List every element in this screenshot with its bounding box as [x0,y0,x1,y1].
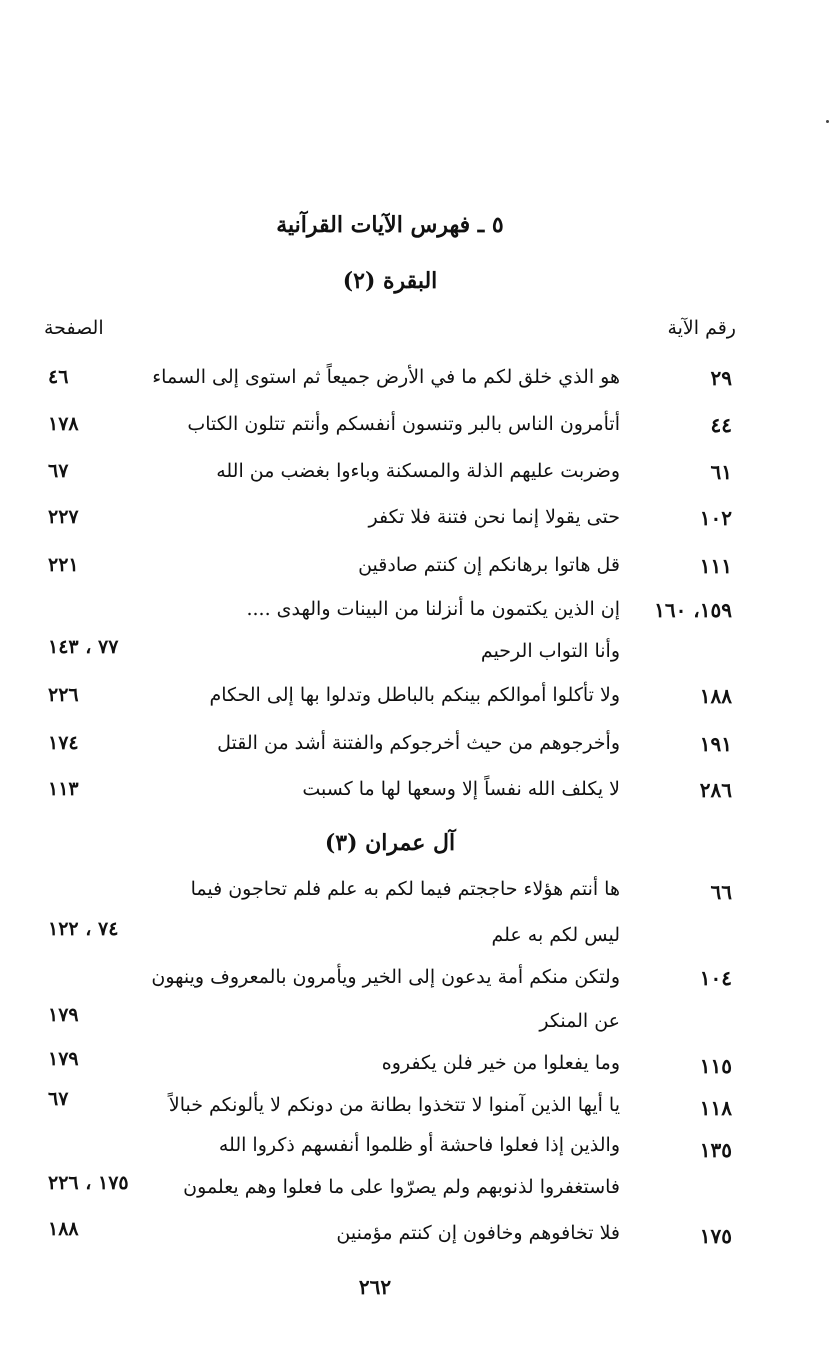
page-reference: ٢٢١ [48,554,79,576]
page-reference: ١٧٥ ، ٢٢٦ [48,1172,129,1194]
verse-text: والذين إذا فعلوا فاحشة أو ظلموا أنفسهم ذكروا الله [218,1134,620,1156]
verse-text-continued: عن المنكر [539,1010,620,1032]
column-header-verse-number: رقم الآية [667,317,736,339]
verse-text: وما يفعلوا من خير فلن يكفروه [381,1052,620,1074]
surah-heading-baqarah: البقرة (٢) [342,268,438,294]
scan-speck [826,120,829,123]
page-reference: ١٨٨ [48,1218,79,1240]
index-title: ٥ ـ فهرس الآيات القرآنية [276,212,504,238]
verse-number: ١٠٤ [699,966,732,990]
page-reference: ٧٧ ، ١٤٣ [48,636,119,658]
page-reference: ١١٣ [48,778,79,800]
verse-number: ٦٦ [710,880,732,904]
verse-text: إن الذين يكتمون ما أنزلنا من البينات والهدى .... [246,598,620,620]
verse-number: ١٥٩، ١٦٠ [654,598,732,622]
verse-text: فلا تخافوهم وخافون إن كنتم مؤمنين [336,1222,620,1244]
page-reference: ٦٧ [48,1088,69,1110]
verse-text: يا أيها الذين آمنوا لا تتخذوا بطانة من دونكم لا يألونكم خبالاً [168,1094,620,1116]
column-header-page: الصفحة [44,317,104,339]
verse-text-continued: وأنا التواب الرحيم [480,640,620,662]
page-reference: ١٧٩ [48,1004,79,1026]
verse-number: ١١١ [699,554,732,578]
verse-text: ولا تأكلوا أموالكم بينكم بالباطل وتدلوا بها إلى الحكام [209,684,620,706]
verse-text: هو الذي خلق لكم ما في الأرض جميعاً ثم استوى إلى السماء [152,366,620,388]
page-number: ٢٦٢ [358,1275,392,1299]
page-reference: ١٧٤ [48,732,79,754]
page-reference: ٦٧ [48,460,69,482]
verse-text: ولتكن منكم أمة يدعون إلى الخير ويأمرون بالمعروف وينهون [151,966,620,988]
page-reference: ١٧٨ [48,413,79,435]
verse-text: أتأمرون الناس بالبر وتنسون أنفسكم وأنتم تتلون الكتاب [187,413,620,435]
verse-number: ١٧٥ [699,1224,732,1248]
verse-text: ها أنتم هؤلاء حاججتم فيما لكم به علم فلم تحاجون فيما [190,878,620,900]
verse-text: لا يكلف الله نفساً إلا وسعها لها ما كسبت [302,778,620,800]
verse-number: ٤٤ [710,413,732,437]
verse-number: ١٩١ [699,732,732,756]
verse-number: ١٠٢ [699,506,732,530]
verse-number: ٢٨٦ [699,778,732,802]
page-reference: ١٧٩ [48,1048,79,1070]
verse-text: وضربت عليهم الذلة والمسكنة وباءوا بغضب من الله [216,460,620,482]
verse-number: ١٣٥ [699,1138,732,1162]
surah-heading-al-imran: آل عمران (٣) [324,830,456,856]
verse-text: قل هاتوا برهانكم إن كنتم صادقين [358,554,620,576]
verse-text: وأخرجوهم من حيث أخرجوكم والفتنة أشد من القتل [217,732,620,754]
verse-number: ١٨٨ [699,684,732,708]
verse-text: حتى يقولا إنما نحن فتنة فلا تكفر [368,506,620,528]
page-reference: ٤٦ [48,366,69,388]
page-reference: ٢٢٦ [48,684,79,706]
verse-number: ١١٥ [699,1054,732,1078]
verse-number: ٦١ [710,460,732,484]
verse-number: ١١٨ [699,1096,732,1120]
page-reference: ٢٢٧ [48,506,79,528]
verse-number: ٢٩ [710,366,732,390]
page-reference: ٧٤ ، ١٢٢ [48,918,119,940]
verse-text-continued: ليس لكم به علم [491,924,620,946]
verse-text-continued: فاستغفروا لذنوبهم ولم يصرّوا على ما فعلوا وهم يعلمون [183,1176,620,1198]
